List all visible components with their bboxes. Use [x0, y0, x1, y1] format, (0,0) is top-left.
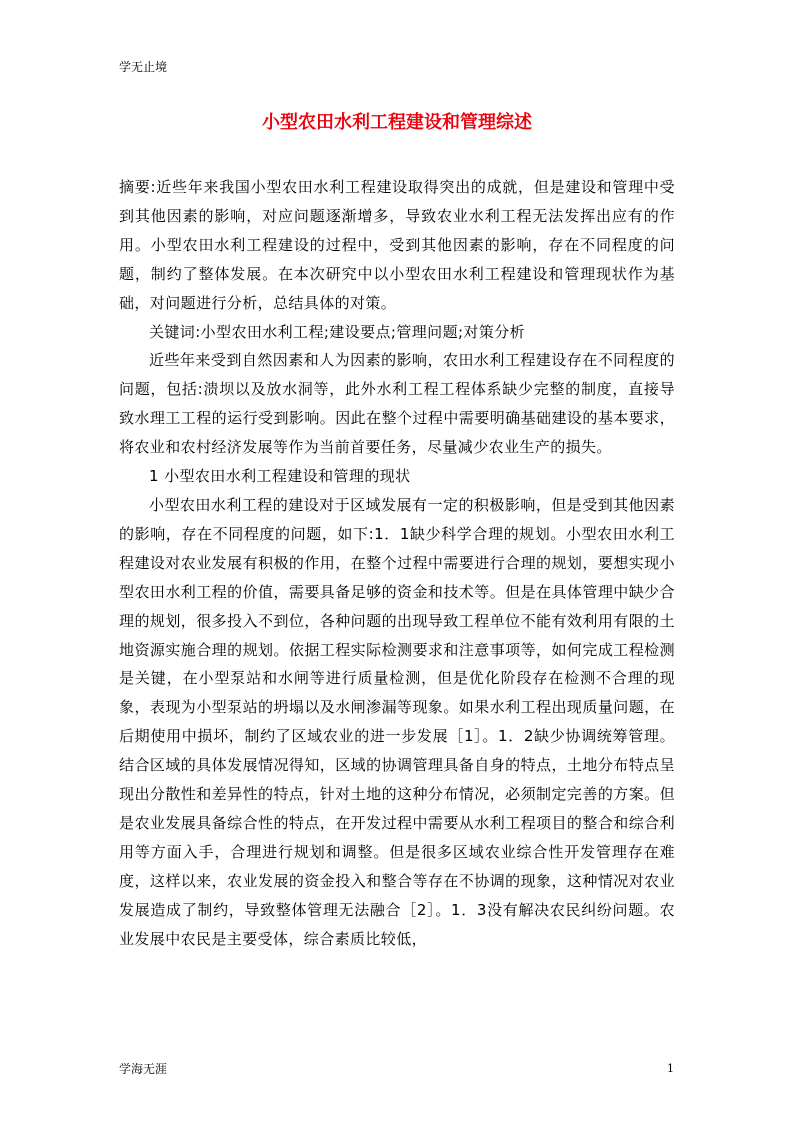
- section-heading: 1 小型农田水利工程建设和管理的现状: [149, 467, 411, 486]
- document-body: [119, 173, 675, 953]
- body-paragraph: 小型农田水利工程的建设对于区域发展有一定的积极影响，但是受到其他因素的影响，存在不同程度的问题，如下:1．1缺少科学合理的规划。小型农田水利工程建设对农业发展有积极的作用，在整个过程中需要进行合理的规划，要想实现小型农田水利工程的价值，需要具备足够的资金和技术等。但是在具体管理中缺少合理的规划，很多投入不到位，各种问题的出现导致工程单位不能有效利用有限的土地资源实施合理的规划。依据工程实际检测要求和注意事项等，如何完成工程检测是关键，在小型泵站和水闸等进行质量检测，但是优化阶段存在检测不合理的现象，表现为小型泵站的坍塌以及水闸渗漏等现象。如果水利工程出现质量问题，在后期使用中损坏，制约了区域农业的进一步发展［1］。1．2缺少协调统筹管理。结合区域的具体发展情况得知，区域的协调管理具备自身的特点，土地分布特点呈现出分散性和差异性的特点，针对土地的这种分布情况，必须制定完善的方案。但是农业发展具备综合性的特点，在开发过程中需要从水利工程项目的整合和综合利用等方面入手，合理进行规划和调整。但是很多区域农业综合性开发管理存在难度，这样以来，农业发展的资金投入和整合等存在不协调的现象，这种情况对农业发展造成了制约，导致整体管理无法融合［2］。1．3没有解决农民纠纷问题。农业发展中农民是主要受体，综合素质比较低，: [119, 495, 675, 948]
- abstract-paragraph: 摘要:近些年来我国小型农田水利工程建设取得突出的成就，但是建设和管理中受到其他因素的影响，对应问题逐渐增多，导致农业水利工程无法发挥出应有的作用。小型农田水利工程建设的过程中，受到其他因素的影响，存在不同程度的问题，制约了整体发展。在本次研究中以小型农田水利工程建设和管理现状作为基础，对问题进行分析，总结具体的对策。: [119, 178, 675, 312]
- intro-paragraph: 近些年来受到自然因素和人为因素的影响，农田水利工程建设存在不同程度的问题，包括:溃坝以及放水洞等，此外水利工程工程体系缺少完整的制度，直接导致水理工工程的运行受到影响。因此在整个过程中需要明确基础建设的基本要求，将农业和农村经济发展等作为当前首要任务，尽量减少农业生产的损失。: [119, 351, 675, 457]
- keywords-paragraph: 关键词:小型农田水利工程;建设要点;管理问题;对策分析: [149, 322, 526, 341]
- page-header-text: 学无止境: [119, 60, 168, 74]
- page-footer-text: 学海无涯: [119, 1062, 168, 1076]
- page-number: 1: [667, 1062, 674, 1075]
- document-title: 小型农田水利工程建设和管理综述: [262, 112, 532, 133]
